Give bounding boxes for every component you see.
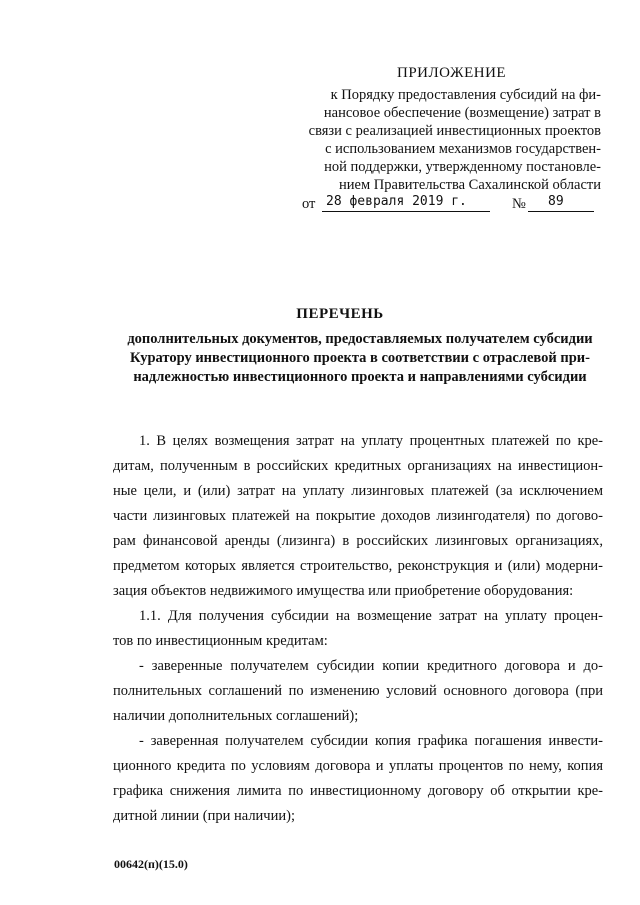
paragraph-line: - заверенная получателем субсидии копия графика погашения инвести- (139, 733, 603, 749)
paragraph-line: графика снижения лимита по инвестиционному договору об открытии кре- (113, 783, 603, 799)
page-title: ПЕРЕЧЕНЬ (296, 306, 384, 322)
paragraph-line: 1. В целях возмещения затрат на уплату процентных платежей по кре- (139, 433, 603, 449)
appendix-line: к Порядку предоставления субсидий на фи- (330, 87, 601, 103)
paragraph-line: дитной линии (при наличии); (113, 808, 295, 824)
decree-date: 28 февраля 2019 г. (326, 194, 467, 209)
paragraph-line: тов по инвестиционным кредитам: (113, 633, 328, 649)
date-underline (322, 211, 490, 212)
number-label: № (512, 196, 526, 212)
subtitle-line: дополнительных документов, предоставляемых получателем субсидии (127, 331, 593, 347)
paragraph-line: рам финансовой аренды (лизинга) в российских лизинговых организациях, (113, 533, 603, 549)
page-subtitle (110, 330, 610, 387)
subtitle-line: Куратору инвестиционного проекта в соответствии с отраслевой при- (130, 350, 590, 366)
paragraph-line: зация объектов недвижимого имущества или приобретение оборудования: (113, 583, 574, 599)
paragraph-line: ные цели, и (или) затрат на уплату лизинговых платежей (за исключением (113, 483, 603, 499)
paragraph-line: дитам, полученным в российских кредитных организациях на инвестицион- (113, 458, 603, 474)
appendix-block (301, 64, 601, 194)
paragraph-line: - заверенные получателем субсидии копии кредитного договора и до- (139, 658, 603, 674)
decree-reference (302, 194, 602, 216)
appendix-line: с использованием механизмов государствен- (325, 141, 601, 157)
document-code: 00642(п)(15.0) (114, 857, 188, 871)
number-underline (528, 211, 594, 212)
paragraph-line: части лизинговых платежей на покрытие доходов лизингодателя) по догово- (113, 508, 603, 524)
appendix-line: ной поддержки, утвержденному постановле- (324, 159, 601, 175)
appendix-line: нием Правительства Сахалинской области (339, 177, 601, 193)
document-body (113, 429, 603, 829)
appendix-line: нансовое обеспечение (возмещение) затрат в (323, 105, 601, 121)
paragraph-line: 1.1. Для получения субсидии на возмещение затрат на уплату процен- (139, 608, 603, 624)
from-label: от (302, 196, 316, 212)
paragraph-line: полнительных соглашений по изменению условий основного договора (при (113, 683, 603, 699)
appendix-heading: ПРИЛОЖЕНИЕ (397, 65, 507, 81)
appendix-line: связи с реализацией инвестиционных проектов (308, 123, 601, 139)
decree-number: 89 (548, 194, 564, 209)
subtitle-line: надлежностью инвестиционного проекта и направлениями субсидии (133, 369, 587, 385)
paragraph-line: предметом которых является строительство, реконструкция и (или) модерни- (113, 558, 603, 574)
paragraph-line: наличии дополнительных соглашений); (113, 708, 359, 724)
paragraph-line: ционного кредита по условиям договора и уплаты процентов по нему, копия (113, 758, 603, 774)
